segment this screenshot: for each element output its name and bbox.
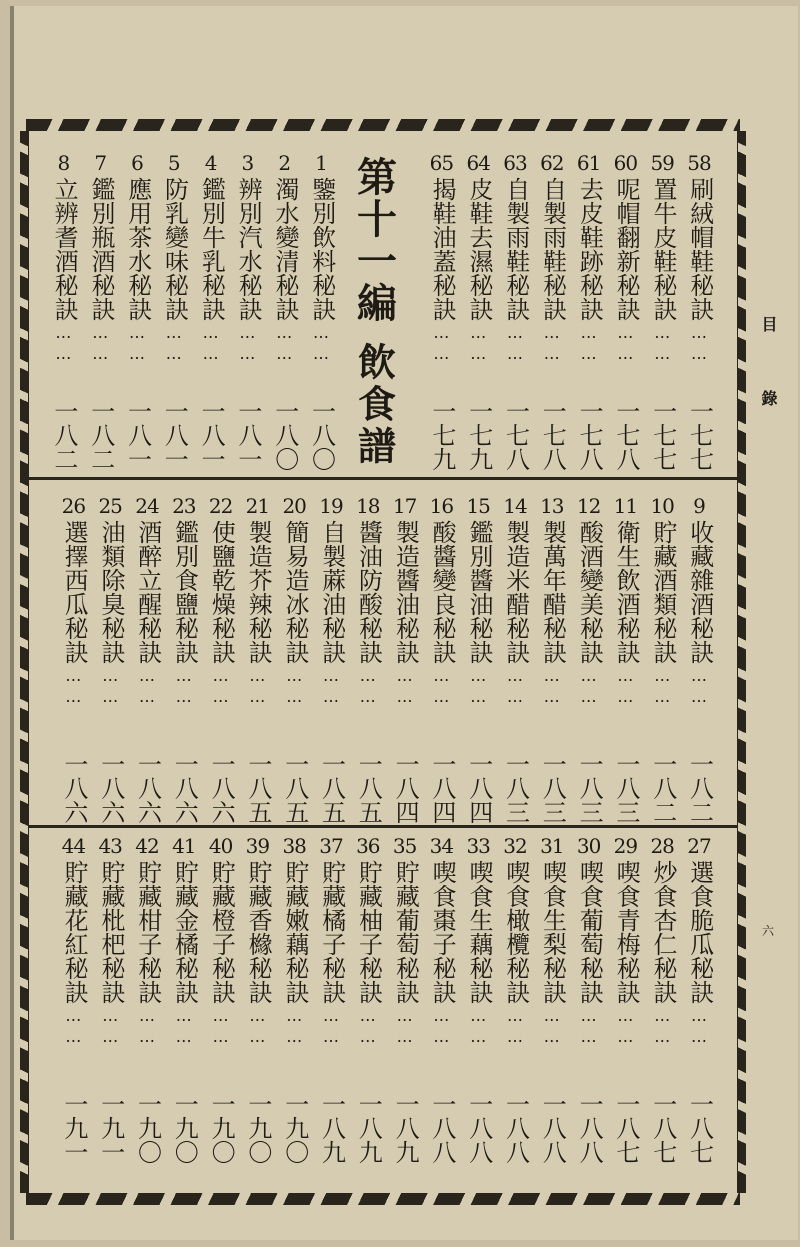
entry-page: 一八五 [280,752,309,824]
toc-entry [240,834,274,1164]
toc-entry [572,494,606,824]
toc-entry [498,834,532,1164]
leader-dots: …… [211,666,231,708]
entry-title: 喫食葡萄秘訣 [575,860,604,1004]
toc-entry [351,834,385,1164]
toc-entry [461,834,495,1164]
toc-entry [682,834,716,1164]
leader-dots: …… [63,666,83,708]
toc-entry [645,834,679,1164]
entry-title: 貯藏橙子秘訣 [207,860,236,1004]
entry-page: 一七八 [611,399,640,471]
toc-entry [388,834,422,1164]
entry-number: 20 [282,494,306,518]
left-border [20,131,28,1193]
leader-dots: …… [615,666,635,708]
entry-number: 39 [245,834,270,858]
entry-page: 一八二 [86,399,115,471]
entry-page: 一八八 [538,1092,567,1164]
entry-number: 10 [650,494,674,518]
entry-page: 一九〇 [207,1092,236,1164]
entry-number: 65 [429,151,454,175]
entry-title: 收藏雜酒秘訣 [685,520,714,664]
entry-page: 一八三 [501,752,530,824]
entry-title: 皮鞋去濕秘訣 [464,177,493,321]
toc-entry [608,494,642,824]
entry-page: 一八五 [243,752,272,824]
entry-title: 酸醬變良秘訣 [428,520,457,664]
entry-page: 一八三 [575,752,604,824]
entry-title: 鑑別醬油秘訣 [464,520,493,664]
entry-title: 辨別汽水秘訣 [234,177,263,321]
entry-page: 一八八 [575,1092,604,1164]
section-divider-1 [29,477,737,480]
leader-dots: …… [284,666,304,708]
toc-entry [645,494,679,824]
entry-page: 一九〇 [133,1092,162,1164]
entry-page: 一七七 [685,399,714,471]
entry-number: 2 [278,151,291,175]
toc-entry [120,151,154,471]
entry-page: 一七八 [501,399,530,471]
leader-dots: …… [468,1006,488,1048]
leader-dots: …… [689,1006,709,1048]
toc-entry [498,151,532,471]
entry-title: 簡易造冰秘訣 [280,520,309,664]
leader-dots: …… [615,1006,635,1048]
leader-dots: …… [274,323,294,365]
book-page [10,6,798,1240]
right-border [738,131,746,1193]
leader-dots: …… [579,1006,599,1048]
toc-entry [608,834,642,1164]
entry-number: 60 [613,151,638,175]
entry-title: 貯藏葡萄秘訣 [391,860,420,1004]
leader-dots: …… [579,323,599,365]
entry-page: 一八三 [538,752,567,824]
leader-dots: …… [652,323,672,365]
toc-entry [93,494,127,824]
toc-entry [240,494,274,824]
toc-entry [277,834,311,1164]
entry-page: 一九〇 [243,1092,272,1164]
entry-page: 一七七 [648,399,677,471]
entry-number: 37 [319,834,343,858]
toc-entry [56,494,90,824]
entry-title: 呢帽翻新秘訣 [612,177,641,321]
toc-entry [424,834,458,1164]
entry-number: 21 [245,494,270,518]
leader-dots: …… [505,323,525,365]
entry-title: 貯藏嫩藕秘訣 [280,860,309,1004]
entry-number: 36 [356,834,380,858]
toc-entry [388,494,422,824]
entry-title: 使鹽乾燥秘訣 [207,520,236,664]
entry-title: 油類除臭秘訣 [96,520,125,664]
leader-dots: …… [211,1006,231,1048]
toc-entry [645,151,679,471]
entry-page: 一八一 [123,399,152,471]
entry-number: 7 [94,151,107,175]
leader-dots: …… [652,1006,672,1048]
leader-dots: …… [689,323,709,365]
entry-number: 18 [356,494,380,518]
leader-dots: …… [542,323,562,365]
leader-dots: …… [395,1006,415,1048]
entry-number: 5 [167,151,180,175]
entry-page: 一九一 [59,1092,88,1164]
leader-dots: …… [321,1006,341,1048]
entry-number: 58 [687,151,711,175]
entry-number: 41 [172,834,196,858]
entry-page: 一八六 [207,752,236,824]
entry-title: 選食脆瓜秘訣 [685,860,714,1004]
toc-entry [314,834,348,1164]
leader-dots: …… [358,1006,378,1048]
entry-number: 35 [392,834,417,858]
entry-number: 8 [57,151,70,175]
toc-entry [351,494,385,824]
entry-page: 一八二 [685,752,714,824]
entry-title: 喫食生藕秘訣 [464,860,493,1004]
leader-dots: …… [63,1006,83,1048]
entry-page: 一八四 [427,752,456,824]
leader-dots: …… [201,323,221,365]
leader-dots: …… [431,1006,451,1048]
leader-dots: …… [431,323,451,365]
toc-entry [572,151,606,471]
entry-number: 22 [208,494,233,518]
toc-entry [461,151,495,471]
entry-title: 立辨耆酒秘訣 [50,177,79,321]
entry-page: 一八七 [611,1092,640,1164]
entry-page: 一九〇 [170,1092,199,1164]
entry-number: 40 [208,834,233,858]
toc-entry [535,834,569,1164]
entry-page: 一八五 [317,752,346,824]
entry-number: 38 [282,834,306,858]
entry-number: 6 [131,151,143,175]
toc-entry [304,151,338,471]
toc-entry [83,151,117,471]
entry-number: 23 [172,494,196,518]
entry-number: 32 [503,834,527,858]
entry-number: 31 [540,834,564,858]
entry-title: 選擇西瓜秘訣 [60,520,89,664]
running-head: 目錄 [759,316,778,464]
leader-dots: …… [137,666,157,708]
toc-entry [157,151,191,471]
toc-entry [230,151,264,471]
entry-title: 貯藏橘子秘訣 [317,860,346,1004]
entry-number: 4 [204,151,217,175]
entry-title: 喫食青梅秘訣 [612,860,641,1004]
toc-entry [314,494,348,824]
toc-entry [572,834,606,1164]
entry-title: 酒醉立醒秘訣 [133,520,162,664]
leader-dots: …… [237,323,257,365]
entry-number: 3 [241,151,254,175]
entry-number: 61 [576,151,601,175]
toc-entry [535,494,569,824]
entry-page: 一七八 [538,399,567,471]
entry-number: 13 [540,494,564,518]
entry-number: 15 [466,494,490,518]
leader-dots: …… [321,666,341,708]
entry-number: 14 [503,494,527,518]
entry-title: 鑑別牛乳秘訣 [197,177,226,321]
chapter-title: 飲食譜 [351,342,397,468]
entry-number: 42 [135,834,159,858]
toc-entry [535,151,569,471]
entry-title: 鑑別食鹽秘訣 [170,520,199,664]
entry-title: 刷絨帽鞋秘訣 [685,177,714,321]
toc-entry [267,151,301,471]
leader-dots: …… [542,1006,562,1048]
leader-dots: …… [100,1006,120,1048]
entry-title: 去皮鞋跡秘訣 [575,177,604,321]
entry-title: 醬油防酸秘訣 [354,520,383,664]
toc-entry [130,834,164,1164]
entry-title: 貯藏香櫞秘訣 [244,860,273,1004]
leader-dots: …… [395,666,415,708]
entry-page: 一八七 [648,1092,677,1164]
entry-title: 製造芥辣秘訣 [244,520,273,664]
entry-page: 一八八 [427,1092,456,1164]
entry-title: 鑒別飲料秘訣 [307,177,336,321]
entry-number: 16 [429,494,454,518]
entry-page: 一八四 [464,752,493,824]
toc-entry [424,494,458,824]
leader-dots: …… [358,666,378,708]
entry-title: 喫食棗子秘訣 [428,860,457,1004]
leader-dots: …… [615,323,635,365]
leader-dots: …… [505,1006,525,1048]
leader-dots: …… [311,323,331,365]
toc-entry [277,494,311,824]
entry-page: 一九〇 [280,1092,309,1164]
leader-dots: …… [100,666,120,708]
toc-entry [167,494,201,824]
section-divider-2 [29,825,737,828]
entry-title: 貯藏酒類秘訣 [648,520,677,664]
entry-number: 26 [61,494,86,518]
entry-title: 酸酒變美秘訣 [575,520,604,664]
toc-entry [498,494,532,824]
page-number: 六 [762,924,775,938]
leader-dots: …… [90,323,110,365]
entry-number: 1 [315,151,327,175]
entry-title: 製萬年醋秘訣 [538,520,567,664]
entry-title: 自製雨鞋秘訣 [501,177,530,321]
entry-page: 一九一 [96,1092,125,1164]
entry-title: 喫食生梨秘訣 [538,860,567,1004]
entry-title: 貯藏柚子秘訣 [354,860,383,1004]
entry-title: 置牛皮鞋秘訣 [648,177,677,321]
entry-number: 17 [392,494,417,518]
entry-number: 44 [61,834,86,858]
entry-number: 24 [135,494,159,518]
entry-number: 28 [650,834,674,858]
leader-dots: …… [247,666,267,708]
entry-number: 64 [466,151,490,175]
entry-title: 貯藏花紅秘訣 [60,860,89,1004]
leader-dots: …… [542,666,562,708]
entry-number: 29 [613,834,638,858]
entry-title: 貯藏柑子秘訣 [133,860,162,1004]
entry-page: 一八六 [59,752,88,824]
entry-title: 製造醬油秘訣 [391,520,420,664]
entry-page: 一七九 [464,399,493,471]
entry-page: 一八八 [464,1092,493,1164]
leader-dots: …… [689,666,709,708]
entry-title: 自製蔴油秘訣 [317,520,346,664]
entry-number: 63 [503,151,527,175]
entry-page: 一八二 [49,399,78,471]
entry-title: 自製雨鞋秘訣 [538,177,567,321]
entry-page: 一七八 [575,399,604,471]
toc-entry [46,151,80,471]
leader-dots: …… [127,323,147,365]
entry-page: 一八五 [354,752,383,824]
entry-title: 濁水變清秘訣 [270,177,299,321]
entry-title: 貯藏枇杷秘訣 [96,860,125,1004]
entry-title: 炒食杏仁秘訣 [648,860,677,1004]
leader-dots: …… [174,666,194,708]
entry-page: 一八九 [391,1092,420,1164]
leader-dots: …… [579,666,599,708]
entry-page: 一八三 [611,752,640,824]
entry-number: 30 [576,834,601,858]
entry-number: 43 [98,834,122,858]
toc-entry [194,151,228,471]
entry-page: 一八〇 [270,399,299,471]
chapter-heading [344,156,404,468]
entry-number: 59 [650,151,674,175]
entry-title: 製造米醋秘訣 [501,520,530,664]
leader-dots: …… [164,323,184,365]
entry-title: 應用茶水秘訣 [123,177,152,321]
entry-page: 一八九 [354,1092,383,1164]
leader-dots: …… [284,1006,304,1048]
entry-number: 19 [319,494,343,518]
entry-page: 一八一 [197,399,226,471]
entry-page: 一八〇 [307,399,336,471]
toc-entry [130,494,164,824]
entry-page: 一八一 [233,399,262,471]
toc-entry [204,834,238,1164]
entry-number: 34 [429,834,454,858]
leader-dots: …… [53,323,73,365]
entry-title: 喫食橄欖秘訣 [501,860,530,1004]
toc-entry [93,834,127,1164]
toc-entry [682,494,716,824]
entry-title: 揭鞋油蓋秘訣 [428,177,457,321]
entry-number: 25 [98,494,122,518]
entry-number: 12 [576,494,601,518]
entry-page: 一八二 [648,752,677,824]
entry-page: 一八九 [317,1092,346,1164]
entry-number: 33 [466,834,490,858]
toc-entry [204,494,238,824]
entry-page: 一八六 [170,752,199,824]
leader-dots: …… [174,1006,194,1048]
toc-entry [682,151,716,471]
leader-dots: …… [505,666,525,708]
leader-dots: …… [468,666,488,708]
leader-dots: …… [431,666,451,708]
toc-entry [56,834,90,1164]
entry-number: 9 [693,494,705,518]
entry-title: 防乳變味秘訣 [160,177,189,321]
leader-dots: …… [247,1006,267,1048]
entry-page: 一八七 [685,1092,714,1164]
entry-page: 一八六 [96,752,125,824]
entry-page: 一八四 [391,752,420,824]
entry-number: 62 [540,151,564,175]
entry-number: 27 [687,834,711,858]
entry-page: 一八六 [133,752,162,824]
toc-entry [167,834,201,1164]
toc-entry [424,151,458,471]
entry-title: 衛生飲酒秘訣 [612,520,641,664]
entry-title: 貯藏金橘秘訣 [170,860,199,1004]
toc-entry [461,494,495,824]
leader-dots: …… [652,666,672,708]
entry-page: 一八八 [501,1092,530,1164]
toc-entry [608,151,642,471]
leader-dots: …… [137,1006,157,1048]
entry-page: 一八一 [160,399,189,471]
chapter-number: 第十一編 [350,156,398,324]
leader-dots: …… [468,323,488,365]
entry-number: 11 [613,494,638,518]
entry-title: 鑑別瓶酒秘訣 [86,177,115,321]
entry-page: 一七九 [427,399,456,471]
